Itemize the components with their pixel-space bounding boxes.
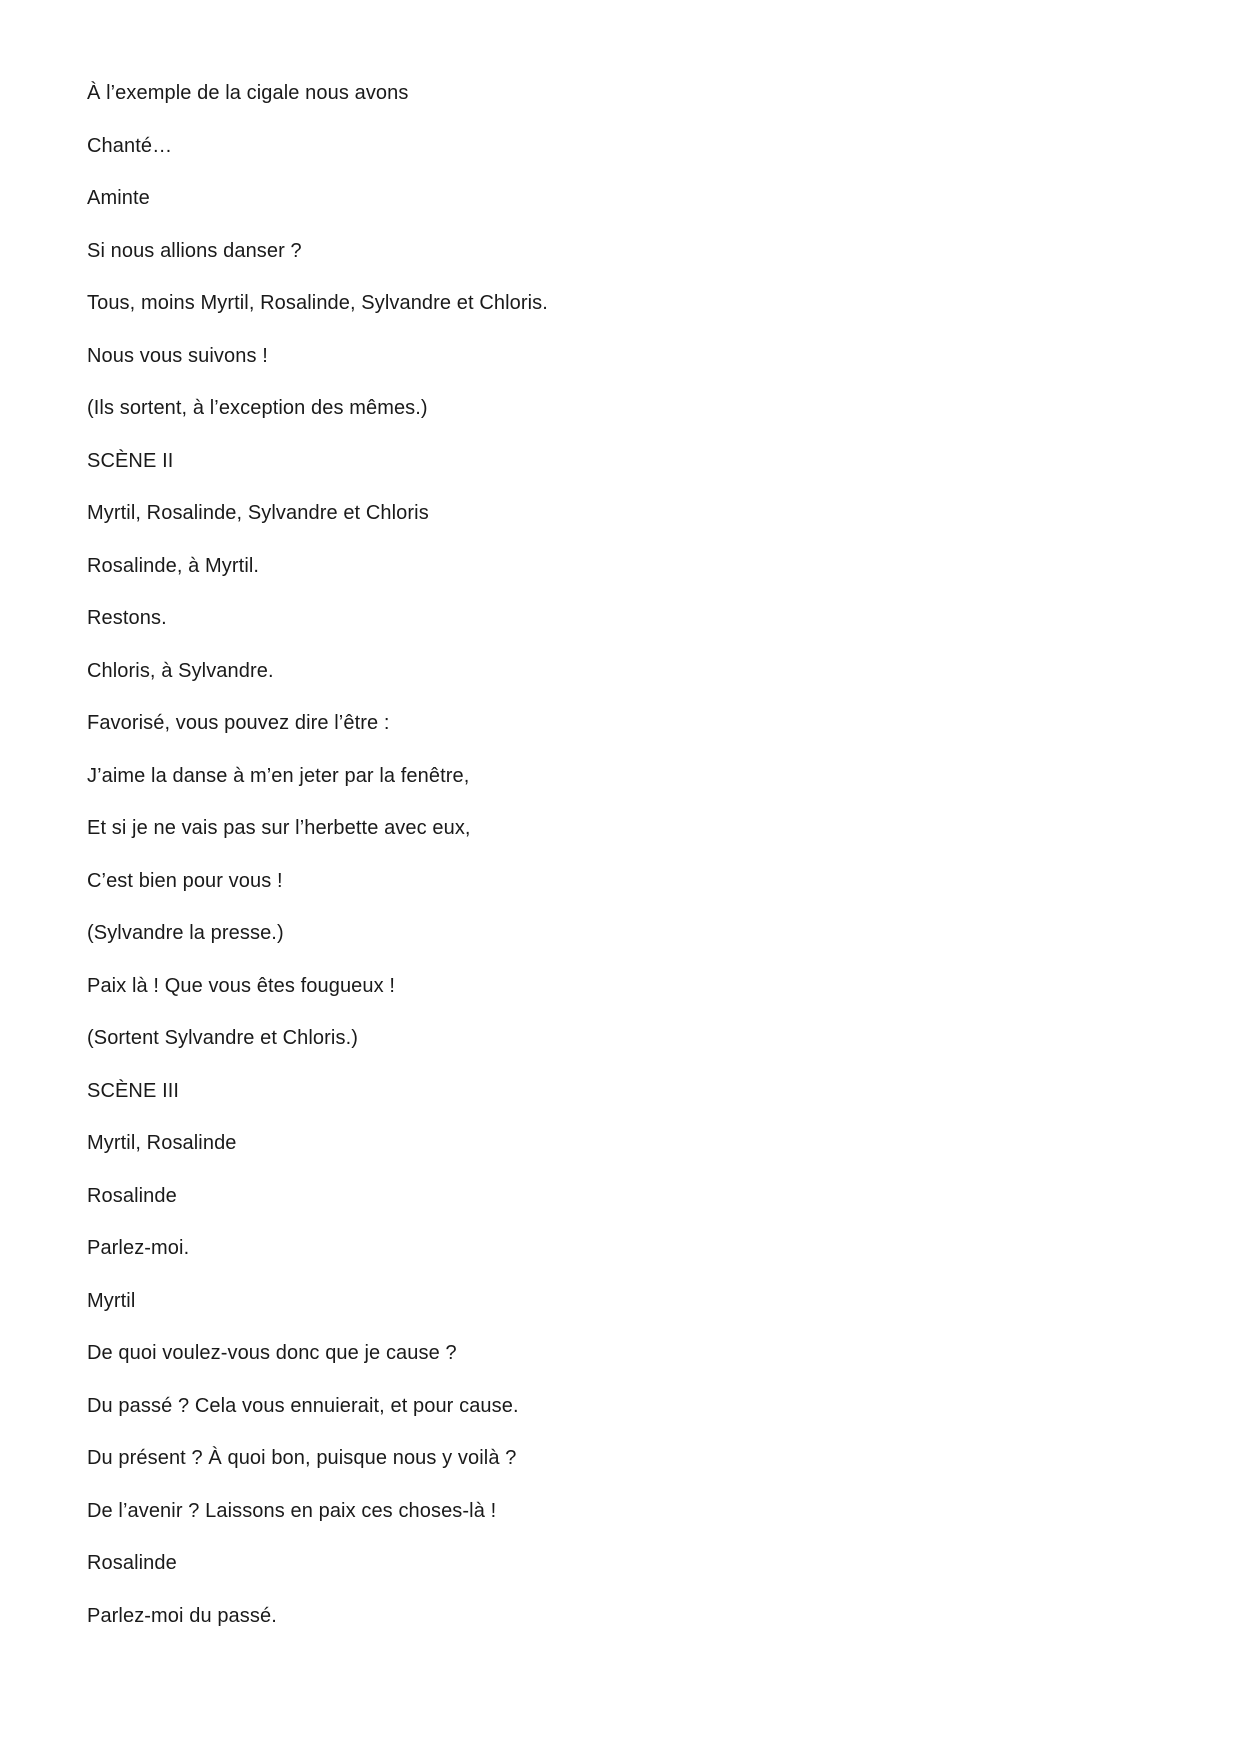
- text-line: Favorisé, vous pouvez dire l’être :: [87, 712, 390, 734]
- text-line: Du passé ? Cela vous ennuierait, et pour cause.: [87, 1394, 519, 1417]
- text-line: Restons.: [87, 607, 167, 629]
- speaker-name: Tous, moins Myrtil, Rosalinde, Sylvandre et Chloris.: [87, 292, 548, 314]
- text-line: J’aime la danse à m’en jeter par la fenêtre,: [87, 764, 470, 787]
- text-line: Nous vous suivons !: [87, 344, 268, 367]
- scene-characters: Myrtil, Rosalinde: [87, 1132, 237, 1154]
- speaker-name: Chloris, à Sylvandre.: [87, 659, 274, 682]
- text-line: Du présent ? À quoi bon, puisque nous y voilà ?: [87, 1447, 517, 1469]
- text-line: À l’exemple de la cigale nous avons: [87, 82, 409, 104]
- text-line: Parlez-moi du passé.: [87, 1604, 277, 1627]
- scene-characters: Myrtil, Rosalinde, Sylvandre et Chloris: [87, 502, 429, 524]
- stage-direction: (Sortent Sylvandre et Chloris.): [87, 1027, 358, 1049]
- speaker-name: Aminte: [87, 187, 150, 209]
- text-line: Si nous allions danser ?: [87, 239, 302, 262]
- scene-heading: SCÈNE II: [87, 449, 174, 472]
- speaker-name: Rosalinde, à Myrtil.: [87, 554, 260, 577]
- scene-heading: SCÈNE III: [87, 1079, 180, 1102]
- speaker-name: Rosalinde: [87, 1184, 177, 1207]
- text-line: Et si je ne vais pas sur l’herbette avec eux,: [87, 817, 471, 839]
- stage-direction: (Ils sortent, à l’exception des mêmes.): [87, 397, 428, 419]
- text-body: [87, 82, 1157, 1657]
- text-line: Paix là ! Que vous êtes fougueux !: [87, 974, 396, 997]
- speaker-name: Myrtil: [87, 1289, 136, 1312]
- text-line: C’est bien pour vous !: [87, 869, 283, 892]
- text-line: De l’avenir ? Laissons en paix ces choses-là !: [87, 1499, 497, 1522]
- stage-direction: (Sylvandre la presse.): [87, 922, 284, 944]
- text-line: Chanté…: [87, 134, 173, 157]
- text-line: De quoi voulez-vous donc que je cause ?: [87, 1342, 457, 1364]
- text-line: Parlez-moi.: [87, 1237, 190, 1259]
- speaker-name: Rosalinde: [87, 1552, 177, 1574]
